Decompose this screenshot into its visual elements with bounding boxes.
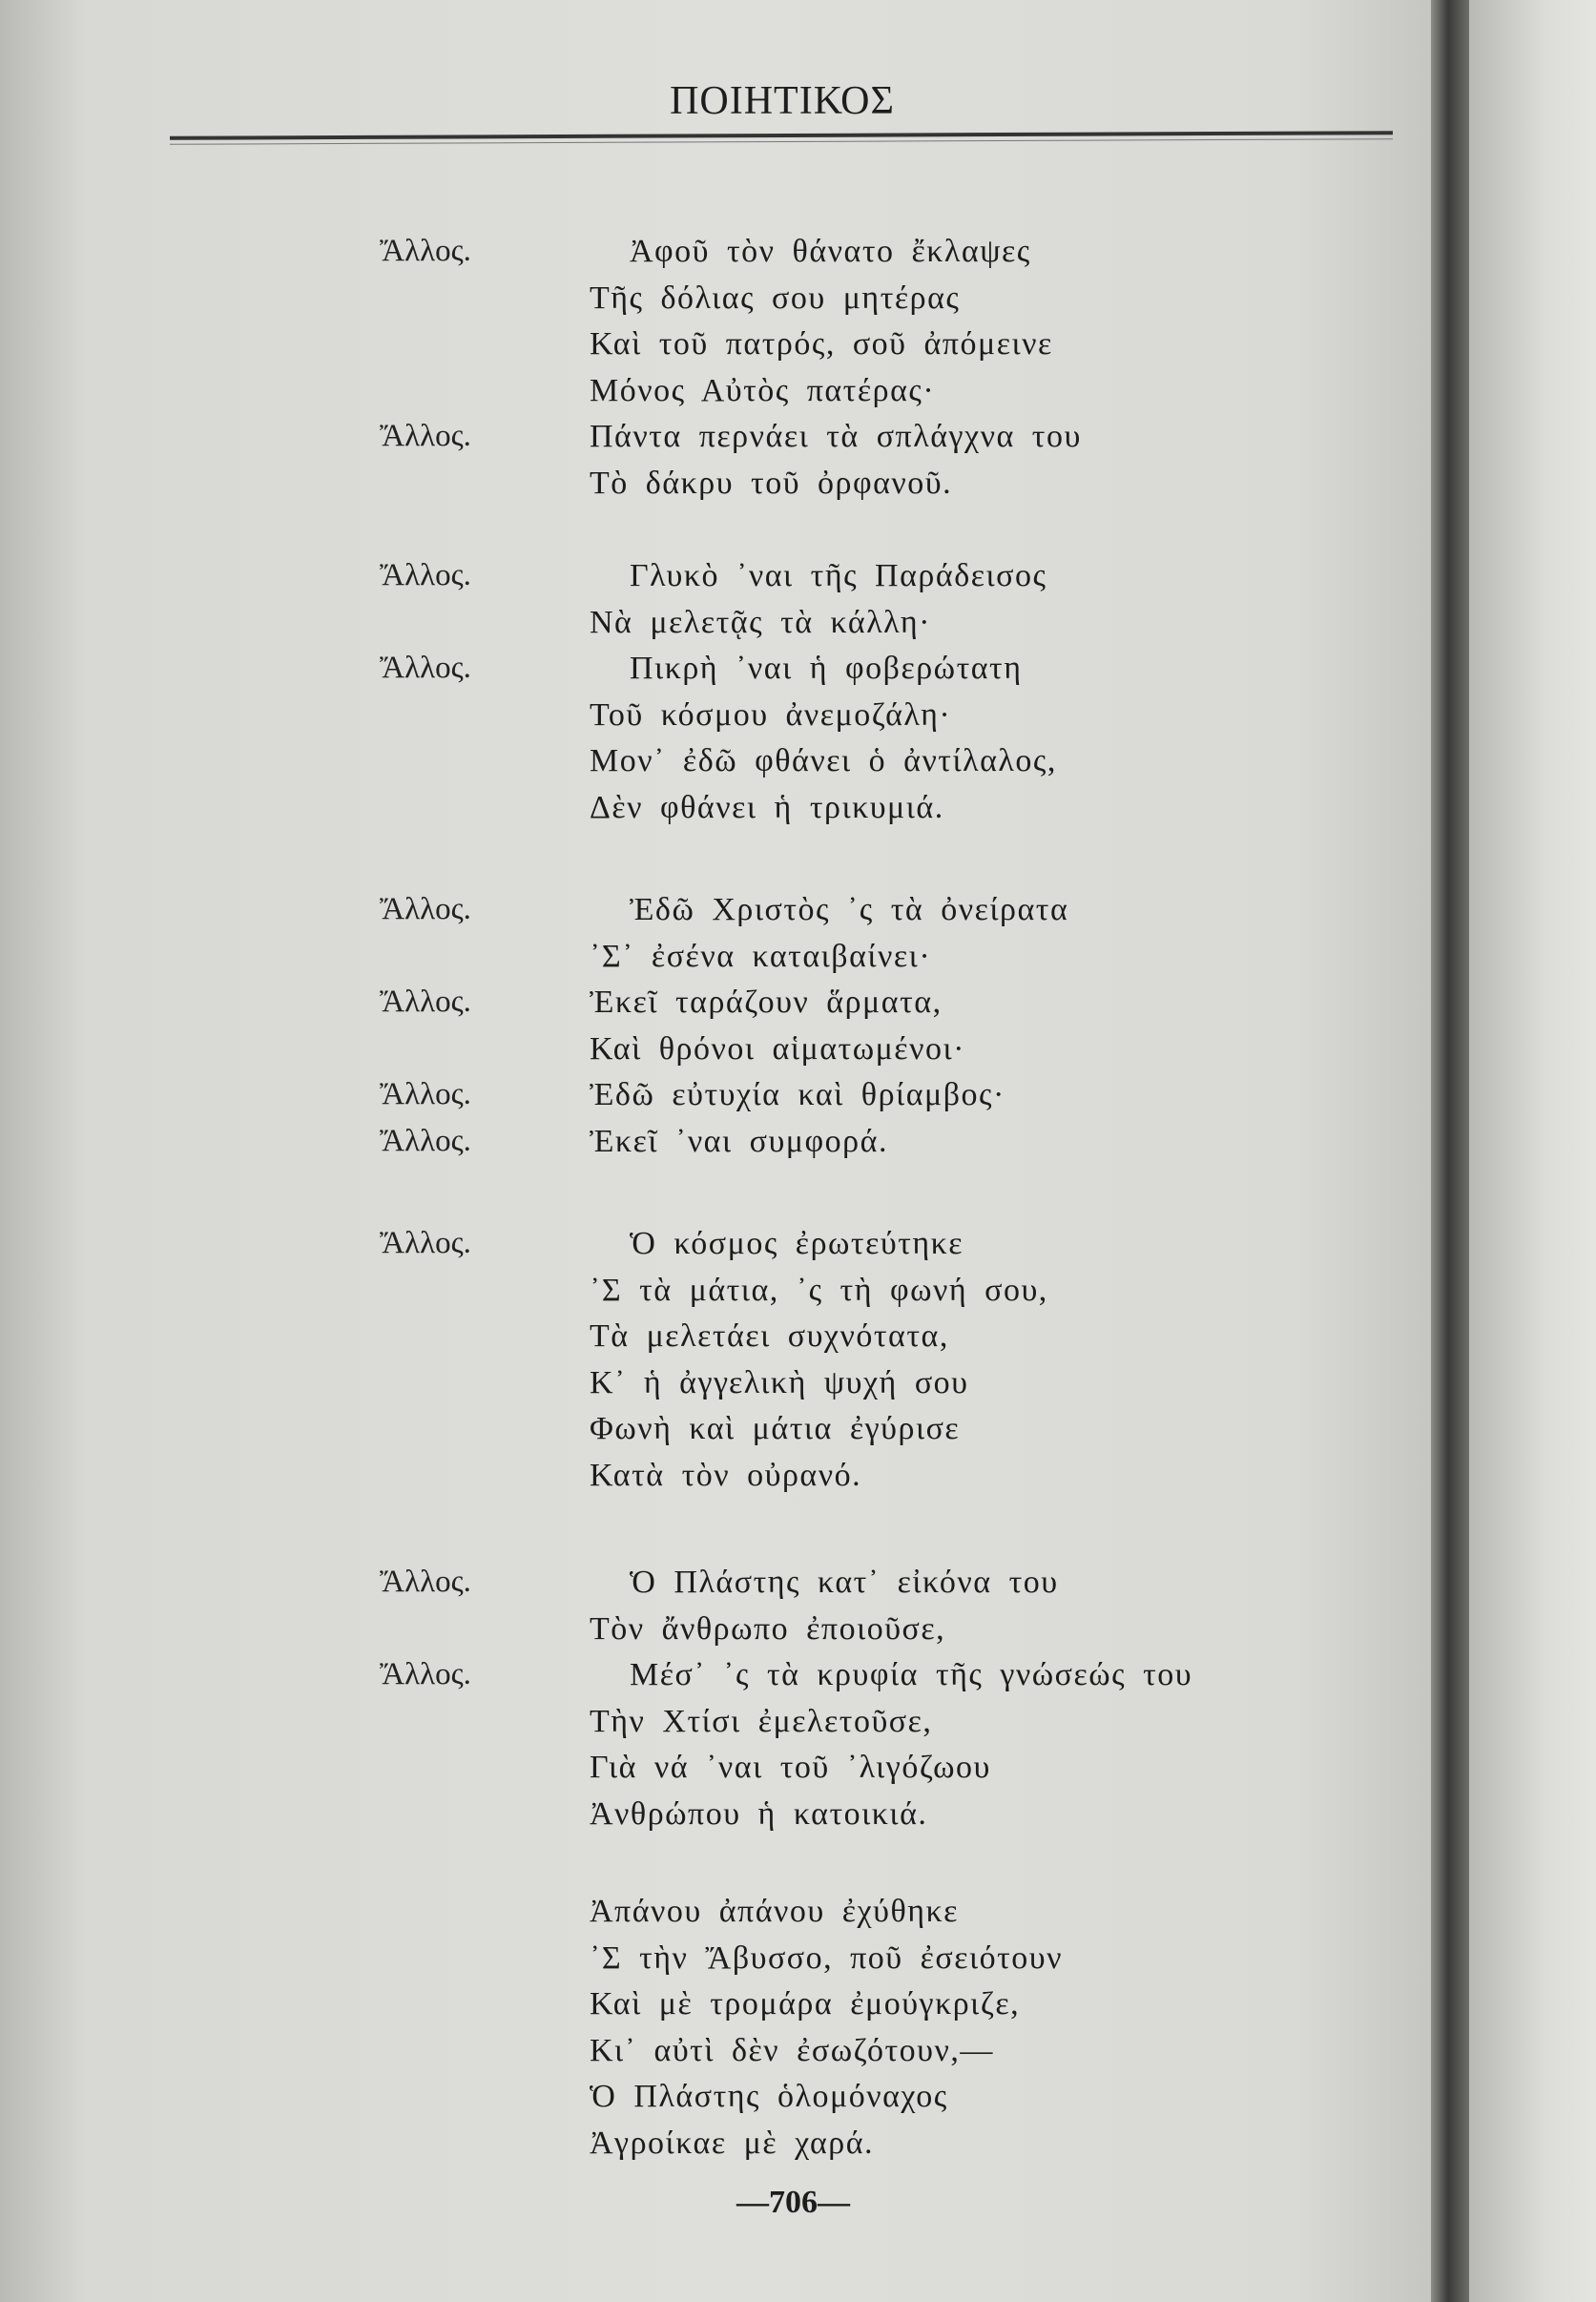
verse-text: Ἀγροίκαε μὲ χαρά. [590, 2125, 875, 2161]
verse-text: ᾽Σ τὴν Ἄβυσσο, ποῦ ἐσειότουν [590, 1939, 1064, 1976]
verse-text: Δὲν φθάνει ἡ τρικυμιά. [590, 789, 944, 825]
verse-text: ᾽Σ᾽ ἐσένα καταιβαίνει· [590, 938, 932, 974]
page-footer [0, 2185, 1596, 2221]
verse-text: Ἐκεῖ ταράζουν ἅρματα, [590, 985, 943, 1020]
verse-line [0, 1365, 1431, 1412]
verse-line [0, 373, 1431, 420]
verse-text: Ἀνθρώπου ἡ κατοικιά. [590, 1795, 928, 1832]
stanza [0, 558, 1431, 836]
verse-line [0, 1031, 1431, 1078]
speaker-label: Ἄλλος. [380, 1077, 471, 1111]
verse-line [0, 2126, 1431, 2172]
verse-line [0, 2079, 1431, 2126]
page-number: —706— [736, 2185, 850, 2220]
speaker-label: Ἄλλος. [380, 1657, 471, 1691]
verse-line [0, 1894, 1431, 1940]
stanza [0, 1894, 1431, 2171]
speaker-label: Ἄλλος. [380, 892, 471, 926]
stanza [0, 1226, 1431, 1504]
verse-text: Ὁ Πλάστης κατ᾽ εἰκόνα του [630, 1565, 1059, 1600]
verse-text: Μον᾽ ἐδῶ φθάνει ὁ ἀντίλαλος, [590, 743, 1057, 778]
verse-line [0, 2033, 1431, 2080]
verse-line [0, 790, 1431, 837]
verse-line [0, 326, 1431, 373]
verse-line [0, 939, 1431, 985]
speaker-label: Ἄλλος. [380, 419, 471, 453]
verse-line [0, 558, 1431, 605]
verse-line [0, 1565, 1431, 1611]
verse-text: Πάντα περνάει τὰ σπλάγχνα του [590, 419, 1082, 454]
stanza [0, 234, 1431, 511]
verse-text: Ἀφοῦ τὸν θάνατο ἔκλαψες [630, 234, 1031, 269]
speaker-label: Ἄλλος. [380, 1226, 471, 1260]
verse-text: Γλυκὸ ᾽ναι τῆς Παράδεισος [630, 558, 1047, 593]
verse-line [0, 1986, 1431, 2033]
speaker-label: Ἄλλος. [380, 985, 471, 1019]
verse-text: Φωνὴ καὶ μάτια ἐγύρισε [590, 1411, 961, 1446]
verse-line [0, 1077, 1431, 1124]
verse-line [0, 697, 1431, 744]
verse-line [0, 1273, 1431, 1319]
verse-text: Κ᾽ ἡ ἀγγελικὴ ψυχή σου [590, 1364, 969, 1400]
verse-text: ᾽Σ τὰ μάτια, ᾽ς τὴ φωνή σου, [590, 1272, 1048, 1308]
verse-line [0, 1704, 1431, 1751]
verse-text: Ὁ Πλάστης ὁλομόναχος [590, 2079, 948, 2114]
verse-line [0, 234, 1431, 280]
verse-line [0, 1796, 1431, 1843]
speaker-label: Ἄλλος. [380, 234, 471, 268]
verse-line [0, 1411, 1431, 1458]
verse-text: Καὶ μὲ τρομάρα ἐμούγκριζε, [590, 1986, 1021, 2022]
speaker-label: Ἄλλος. [380, 558, 471, 592]
verse-text: Καὶ τοῦ πατρός, σοῦ ἀπόμεινε [590, 326, 1053, 362]
verse-line [0, 743, 1431, 790]
verse-text: Μόνος Αὐτὸς πατέρας· [590, 372, 936, 408]
verse-text: Τῆς δόλιας σου μητέρας [590, 280, 961, 316]
verse-text: Τὸν ἄνθρωπο ἐποιοῦσε, [590, 1610, 946, 1647]
verse-text: Κι᾽ αὐτὶ δὲν ἐσωζότουν,— [590, 2032, 994, 2068]
verse-line [0, 1124, 1431, 1171]
verse-line [0, 419, 1431, 466]
verse-line [0, 1226, 1431, 1273]
verse-text: Τὴν Χτίσι ἐμελετοῦσε, [590, 1703, 933, 1739]
verse-text: Ἐκεῖ ᾽ναι συμφορά. [590, 1123, 888, 1159]
verse-line [0, 605, 1431, 652]
verse-line [0, 280, 1431, 327]
verse-line [0, 1611, 1431, 1658]
verse-line [0, 1750, 1431, 1796]
verse-line [0, 1458, 1431, 1504]
page-title: ΠΟΙΗΤΙΚΟΣ [670, 79, 895, 123]
verse-text: Ὁ κόσμος ἐρωτεύτηκε [630, 1226, 964, 1261]
verse-text: Νὰ μελετᾷς τὰ κάλλη· [590, 604, 931, 640]
verse-line [0, 1940, 1431, 1987]
verse-text: Ἀπάνου ἀπάνου ἐχύθηκε [590, 1894, 959, 1929]
stanza [0, 892, 1431, 1170]
verse-text: Πικρὴ ᾽ναι ἡ φοβερώτατη [630, 651, 1023, 686]
verse-text: Μέσ᾽ ᾽ς τὰ κρυφία τῆς γνώσεώς του [630, 1657, 1193, 1692]
verse-line [0, 985, 1431, 1031]
verse-line [0, 892, 1431, 939]
verse-line [0, 651, 1431, 697]
verse-line [0, 1318, 1431, 1365]
speaker-label: Ἄλλος. [380, 1123, 471, 1158]
verse-text: Γιὰ νά ᾽ναι τοῦ ᾽λιγόζωου [590, 1750, 991, 1785]
verse-text: Τὰ μελετάει συχνότατα, [590, 1318, 949, 1354]
stanza [0, 1565, 1431, 1842]
verse-line [0, 1657, 1431, 1704]
verse-text: Ἐδῶ εὐτυχία καὶ θρίαμβος· [590, 1077, 1005, 1112]
verse-text: Τὸ δάκρυ τοῦ ὀρφανοῦ. [590, 465, 953, 501]
speaker-label: Ἄλλος. [380, 1565, 471, 1599]
verse-text: Ἐδῶ Χριστὸς ᾽ς τὰ ὀνείρατα [630, 892, 1069, 927]
speaker-label: Ἄλλος. [380, 651, 471, 685]
verse-text: Τοῦ κόσμου ἀνεμοζάλη· [590, 696, 952, 733]
verse-text: Κατὰ τὸν οὐρανό. [590, 1457, 862, 1493]
verse-text: Καὶ θρόνοι αἱματωμένοι· [590, 1030, 965, 1067]
verse-line [0, 466, 1431, 512]
